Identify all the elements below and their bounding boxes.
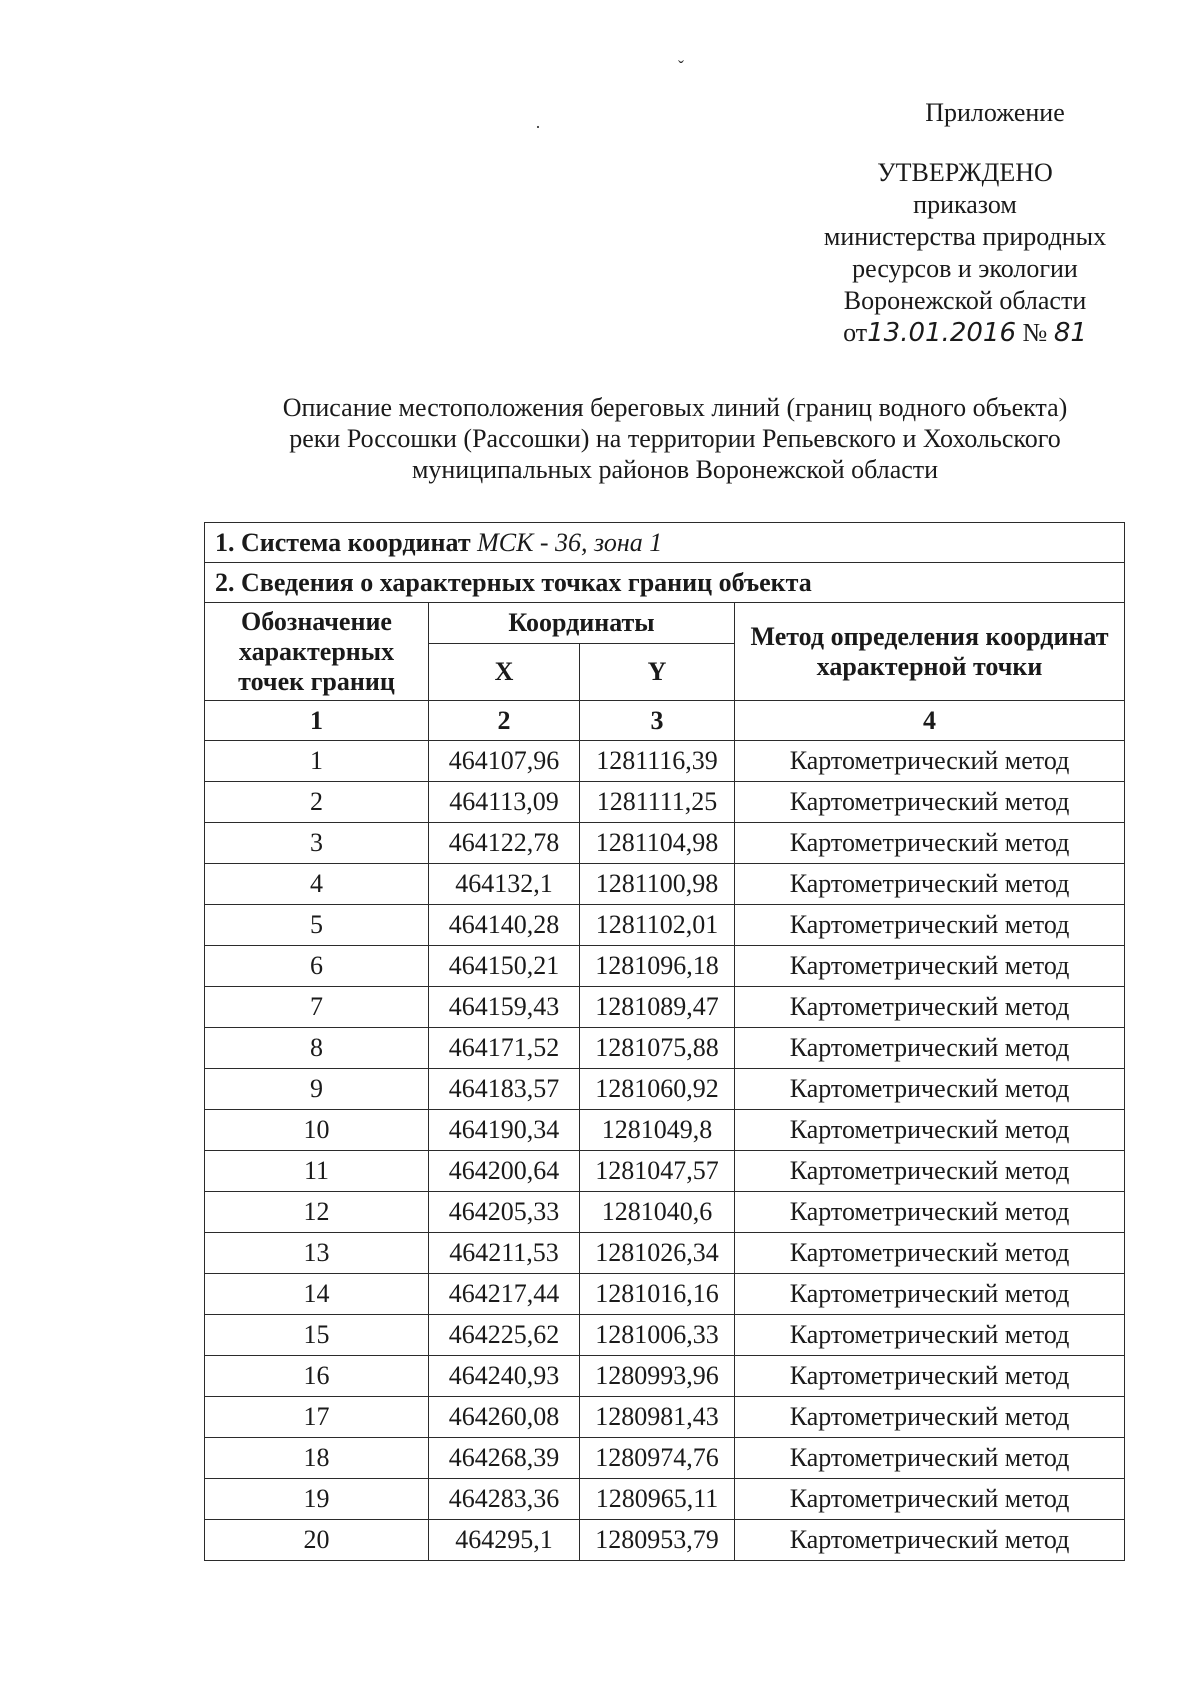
point-number-cell: 14 <box>205 1274 429 1315</box>
table-row <box>205 1069 1125 1110</box>
method-cell: Картометрический метод <box>735 905 1125 946</box>
table-row <box>205 946 1125 987</box>
x-coordinate-cell: 464283,36 <box>429 1479 580 1520</box>
x-coordinate-cell: 464260,08 <box>429 1397 580 1438</box>
x-coordinate-cell: 464295,1 <box>429 1520 580 1561</box>
approval-line: приказом <box>913 190 1017 219</box>
x-coordinate-cell: 464205,33 <box>429 1192 580 1233</box>
point-number-cell: 3 <box>205 823 429 864</box>
y-coordinate-cell: 1281026,34 <box>580 1233 735 1274</box>
coordinate-system-value: МСК - 36, зона 1 <box>477 527 663 557</box>
point-number-cell: 16 <box>205 1356 429 1397</box>
y-coordinate-cell: 1281100,98 <box>580 864 735 905</box>
points-info-row: 2. Сведения о характерных точках границ объекта <box>205 563 1125 603</box>
appendix-label: Приложение <box>925 98 1065 127</box>
method-cell: Картометрический метод <box>735 1520 1125 1561</box>
y-coordinate-cell: 1281049,8 <box>580 1110 735 1151</box>
approved-label: УТВЕРЖДЕНО <box>877 158 1053 187</box>
y-coordinate-cell: 1280993,96 <box>580 1356 735 1397</box>
table-row <box>205 823 1125 864</box>
point-number-cell: 18 <box>205 1438 429 1479</box>
approval-line: ресурсов и экологии <box>852 254 1078 283</box>
point-number-cell: 13 <box>205 1233 429 1274</box>
y-coordinate-cell: 1281047,57 <box>580 1151 735 1192</box>
y-coordinate-cell: 1280953,79 <box>580 1520 735 1561</box>
table-row <box>205 1192 1125 1233</box>
method-cell: Картометрический метод <box>735 987 1125 1028</box>
table-row <box>205 905 1125 946</box>
method-cell: Картометрический метод <box>735 864 1125 905</box>
coordinates-table <box>204 522 1125 1561</box>
x-coordinate-cell: 464268,39 <box>429 1438 580 1479</box>
coordinate-system-row <box>205 523 1125 563</box>
column-header-point: Обозначение характерных точек границ <box>205 603 429 701</box>
document-title <box>175 392 1175 485</box>
table-row <box>205 1520 1125 1561</box>
y-coordinate-cell: 1281060,92 <box>580 1069 735 1110</box>
table-row <box>205 1315 1125 1356</box>
x-coordinate-cell: 464140,28 <box>429 905 580 946</box>
x-coordinate-cell: 464217,44 <box>429 1274 580 1315</box>
point-number-cell: 15 <box>205 1315 429 1356</box>
column-number: 3 <box>580 701 735 741</box>
y-coordinate-cell: 1280974,76 <box>580 1438 735 1479</box>
point-number-cell: 5 <box>205 905 429 946</box>
point-number-cell: 6 <box>205 946 429 987</box>
point-number-cell: 4 <box>205 864 429 905</box>
point-number-cell: 17 <box>205 1397 429 1438</box>
method-cell: Картометрический метод <box>735 1479 1125 1520</box>
column-number: 1 <box>205 701 429 741</box>
table-row <box>205 782 1125 823</box>
title-line: Описание местоположения береговых линий (границ водного объекта) <box>282 393 1068 422</box>
table-row <box>205 1479 1125 1520</box>
x-coordinate-cell: 464107,96 <box>429 741 580 782</box>
y-coordinate-cell: 1281111,25 <box>580 782 735 823</box>
method-cell: Картометрический метод <box>735 1438 1125 1479</box>
point-number-cell: 2 <box>205 782 429 823</box>
x-coordinate-cell: 464159,43 <box>429 987 580 1028</box>
y-coordinate-cell: 1280981,43 <box>580 1397 735 1438</box>
table-row <box>205 1397 1125 1438</box>
x-coordinate-cell: 464132,1 <box>429 864 580 905</box>
x-coordinate-cell: 464240,93 <box>429 1356 580 1397</box>
method-cell: Картометрический метод <box>735 1315 1125 1356</box>
column-header-method: Метод определения координат характерной точки <box>735 603 1125 701</box>
scan-speck: · <box>535 117 541 137</box>
table-row <box>205 1151 1125 1192</box>
y-coordinate-cell: 1281116,39 <box>580 741 735 782</box>
point-number-cell: 9 <box>205 1069 429 1110</box>
table-row <box>205 1274 1125 1315</box>
method-cell: Картометрический метод <box>735 741 1125 782</box>
x-coordinate-cell: 464225,62 <box>429 1315 580 1356</box>
approval-block <box>780 97 1150 349</box>
column-header-x: X <box>429 644 580 701</box>
point-number-cell: 1 <box>205 741 429 782</box>
point-number-cell: 20 <box>205 1520 429 1561</box>
table-row <box>205 1356 1125 1397</box>
x-coordinate-cell: 464190,34 <box>429 1110 580 1151</box>
table-row <box>205 864 1125 905</box>
x-coordinate-cell: 464150,21 <box>429 946 580 987</box>
column-number: 4 <box>735 701 1125 741</box>
point-number-cell: 7 <box>205 987 429 1028</box>
method-cell: Картометрический метод <box>735 782 1125 823</box>
y-coordinate-cell: 1281102,01 <box>580 905 735 946</box>
title-line: реки Россошки (Рассошки) на территории Репьевского и Хохольского <box>289 424 1061 453</box>
y-coordinate-cell: 1281089,47 <box>580 987 735 1028</box>
y-coordinate-cell: 1281006,33 <box>580 1315 735 1356</box>
table-row <box>205 741 1125 782</box>
x-coordinate-cell: 464113,09 <box>429 782 580 823</box>
y-coordinate-cell: 1281075,88 <box>580 1028 735 1069</box>
table-row <box>205 1028 1125 1069</box>
method-cell: Картометрический метод <box>735 1151 1125 1192</box>
point-number-cell: 8 <box>205 1028 429 1069</box>
method-cell: Картометрический метод <box>735 1397 1125 1438</box>
y-coordinate-cell: 1281040,6 <box>580 1192 735 1233</box>
x-coordinate-cell: 464122,78 <box>429 823 580 864</box>
table-row <box>205 1110 1125 1151</box>
y-coordinate-cell: 1281104,98 <box>580 823 735 864</box>
order-date-line <box>780 317 1150 349</box>
x-coordinate-cell: 464211,53 <box>429 1233 580 1274</box>
handwritten-number: 81 <box>1053 318 1087 348</box>
scan-speck: ˇ <box>678 57 684 77</box>
point-number-cell: 11 <box>205 1151 429 1192</box>
method-cell: Картометрический метод <box>735 1233 1125 1274</box>
number-prefix: № <box>1022 318 1048 347</box>
approval-line: министерства природных <box>823 222 1107 251</box>
point-number-cell: 19 <box>205 1479 429 1520</box>
method-cell: Картометрический метод <box>735 1110 1125 1151</box>
point-number-cell: 10 <box>205 1110 429 1151</box>
coordinate-system-label: 1. Система координат <box>215 527 471 557</box>
column-header-coordinates: Координаты <box>429 603 735 644</box>
method-cell: Картометрический метод <box>735 1356 1125 1397</box>
table-row <box>205 1233 1125 1274</box>
method-cell: Картометрический метод <box>735 1069 1125 1110</box>
y-coordinate-cell: 1281016,16 <box>580 1274 735 1315</box>
approval-line: Воронежской области <box>843 286 1087 315</box>
y-coordinate-cell: 1281096,18 <box>580 946 735 987</box>
column-header-y: Y <box>580 644 735 701</box>
x-coordinate-cell: 464183,57 <box>429 1069 580 1110</box>
method-cell: Картометрический метод <box>735 946 1125 987</box>
method-cell: Картометрический метод <box>735 1192 1125 1233</box>
method-cell: Картометрический метод <box>735 1274 1125 1315</box>
title-line: муниципальных районов Воронежской области <box>411 455 939 484</box>
point-number-cell: 12 <box>205 1192 429 1233</box>
table-row <box>205 987 1125 1028</box>
method-cell: Картометрический метод <box>735 1028 1125 1069</box>
column-number: 2 <box>429 701 580 741</box>
handwritten-date: 13.01.2016 <box>867 318 1016 348</box>
x-coordinate-cell: 464171,52 <box>429 1028 580 1069</box>
method-cell: Картометрический метод <box>735 823 1125 864</box>
table-row <box>205 1438 1125 1479</box>
x-coordinate-cell: 464200,64 <box>429 1151 580 1192</box>
y-coordinate-cell: 1280965,11 <box>580 1479 735 1520</box>
from-prefix: от <box>843 318 868 347</box>
